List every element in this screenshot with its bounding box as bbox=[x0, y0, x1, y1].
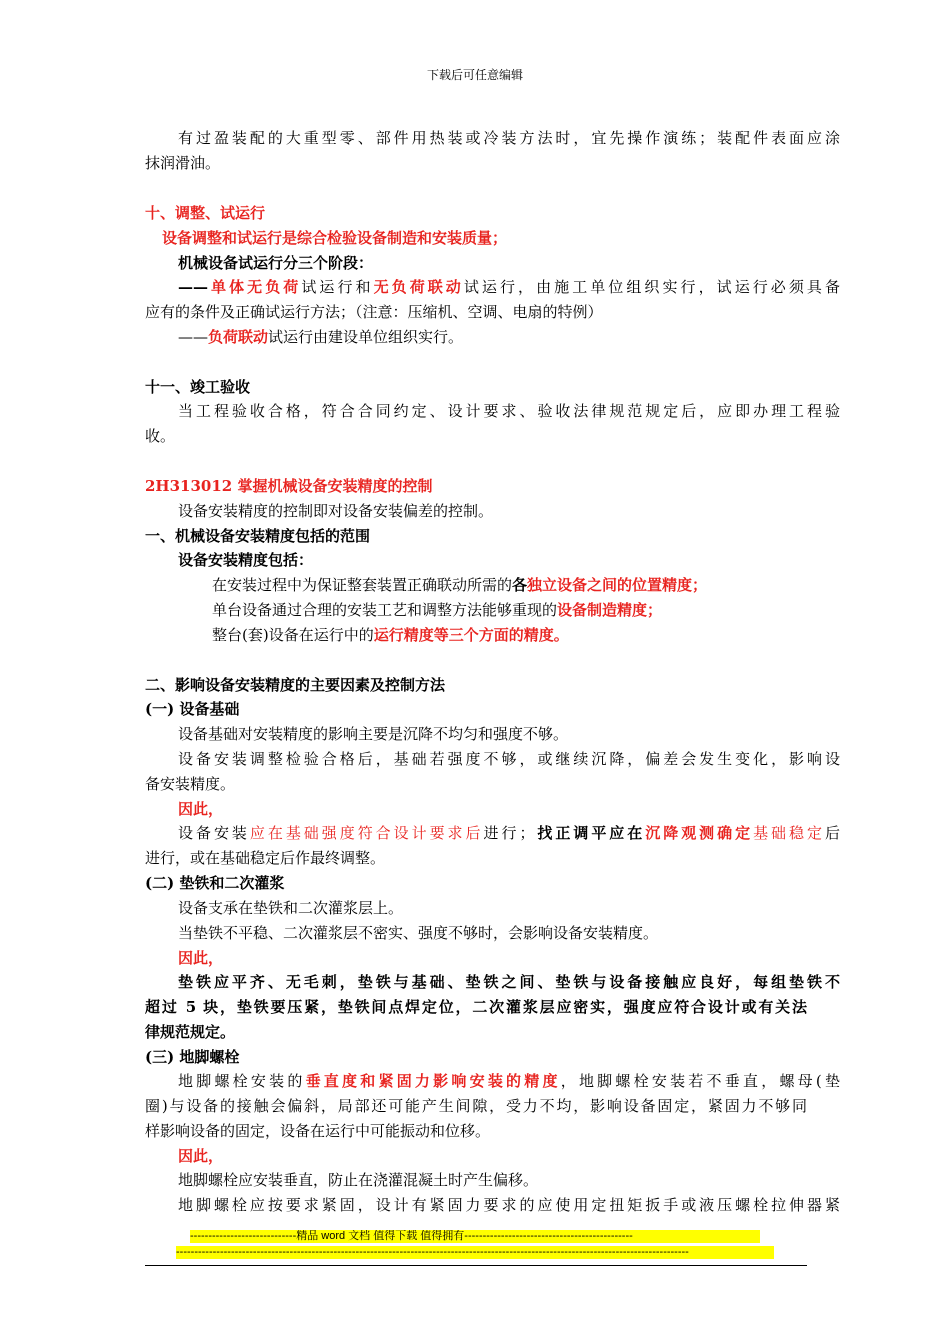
paragraph-line: 地脚螺栓应按要求紧固，设计有紧固力要求的应使用定扭矩扳手或液压螺栓拉伸器紧 bbox=[178, 1196, 840, 1214]
subsection-heading: (三) 地脚螺栓 bbox=[145, 1048, 240, 1066]
page-header: 下载后可任意编辑 bbox=[426, 68, 523, 82]
list-item: 整台(套)设备在运行中的运行精度等三个方面的精度。 bbox=[212, 626, 569, 644]
paragraph-line: 收。 bbox=[145, 427, 176, 445]
paragraph-line: 因此， bbox=[178, 800, 224, 818]
section-heading: 一、机械设备安装精度包括的范围 bbox=[145, 527, 371, 545]
paragraph-line: 进行，或在基础稳定后作最终调整。 bbox=[145, 849, 386, 867]
paragraph-line: 当工程验收合格，符合合同约定、设计要求、验收法律规范规定后，应即办理工程验 bbox=[178, 402, 840, 420]
paragraph-line: 地脚螺栓应安装垂直，防止在浇灌混凝土时产生偏移。 bbox=[178, 1171, 539, 1189]
list-item: 在安装过程中为保证整套装置正确联动所需的各独立设备之间的位置精度； bbox=[212, 576, 708, 594]
paragraph-line: 样影响设备的固定，设备在运行中可能振动和位移。 bbox=[145, 1122, 491, 1140]
paragraph-line: 有过盈装配的大重型零、部件用热装或冷装方法时，宜先操作演练；装配件表面应涂 bbox=[178, 129, 840, 147]
section-heading: 十一、竣工验收 bbox=[145, 378, 251, 396]
section-heading: 十、调整、试运行 bbox=[145, 204, 266, 222]
paragraph-line: 设备安装调整检验合格后，基础若强度不够，或继续沉降，偏差会发生变化，影响设 bbox=[178, 750, 840, 768]
footer-dashes: -------------------------------------------------------------------------------------------------------------------------------------------- bbox=[176, 1246, 774, 1259]
subsection-heading: (二) 垫铁和二次灌浆 bbox=[145, 874, 285, 892]
paragraph-line: 设备支承在垫铁和二次灌浆层上。 bbox=[178, 899, 404, 917]
paragraph-line: 设备安装精度的控制即对设备安装偏差的控制。 bbox=[178, 502, 494, 520]
paragraph-line: 应有的条件及正确试运行方法；（注意：压缩机、空调、电扇的特例） bbox=[145, 303, 603, 321]
paragraph-line: 抹润滑油。 bbox=[145, 154, 221, 172]
paragraph-line: 地脚螺栓安装的垂直度和紧固力影响安装的精度，地脚螺栓安装若不垂直，螺母(垫 bbox=[178, 1072, 840, 1090]
section-heading: 二、影响设备安装精度的主要因素及控制方法 bbox=[145, 676, 446, 694]
subsection-heading: (一) 设备基础 bbox=[145, 700, 240, 718]
paragraph-line: 设备安装精度包括： bbox=[178, 551, 314, 569]
paragraph-line: 因此， bbox=[178, 949, 224, 967]
paragraph-line: 因此， bbox=[178, 1147, 224, 1165]
paragraph-line: 设备安装应在基础强度符合设计要求后进行；找正调平应在沉降观测确定基础稳定后 bbox=[178, 824, 840, 842]
list-item: 单台设备通过合理的安装工艺和调整方法能够重现的设备制造精度； bbox=[212, 601, 663, 619]
paragraph-line: 设备基础对安装精度的影响主要是沉降不均匀和强度不够。 bbox=[178, 725, 569, 743]
paragraph-line: 超过 5 块，垫铁要压紧，垫铁间点焊定位，二次灌浆层应密实，强度应符合设计或有关法 bbox=[145, 998, 807, 1016]
paragraph-line: 律规范规定。 bbox=[145, 1023, 236, 1041]
paragraph-line: 备安装精度。 bbox=[145, 775, 236, 793]
footer-banner: -----------------------------精品 word 文档 值得下载 值得拥有---------------------------------------------- bbox=[190, 1230, 760, 1243]
section-heading: 2H313012 掌握机械设备安装精度的控制 bbox=[145, 477, 433, 495]
footer-rule bbox=[145, 1265, 807, 1266]
paragraph-line: 垫铁应平齐、无毛刺，垫铁与基础、垫铁之间、垫铁与设备接触应良好，每组垫铁不 bbox=[178, 973, 840, 991]
paragraph-line: 当垫铁不平稳、二次灌浆层不密实、强度不够时，会影响设备安装精度。 bbox=[178, 924, 659, 942]
paragraph-line: 圈)与设备的接触会偏斜，局部还可能产生间隙，受力不均，影响设备固定，紧固力不够同 bbox=[145, 1097, 807, 1115]
paragraph-line: 机械设备试运行分三个阶段： bbox=[178, 254, 374, 272]
paragraph-line: ——单体无负荷试运行和无负荷联动试运行，由施工单位组织实行，试运行必须具备 bbox=[178, 278, 840, 296]
paragraph-line: 设备调整和试运行是综合检验设备制造和安装质量； bbox=[162, 229, 508, 247]
paragraph-line: ——负荷联动试运行由建设单位组织实行。 bbox=[178, 328, 464, 346]
